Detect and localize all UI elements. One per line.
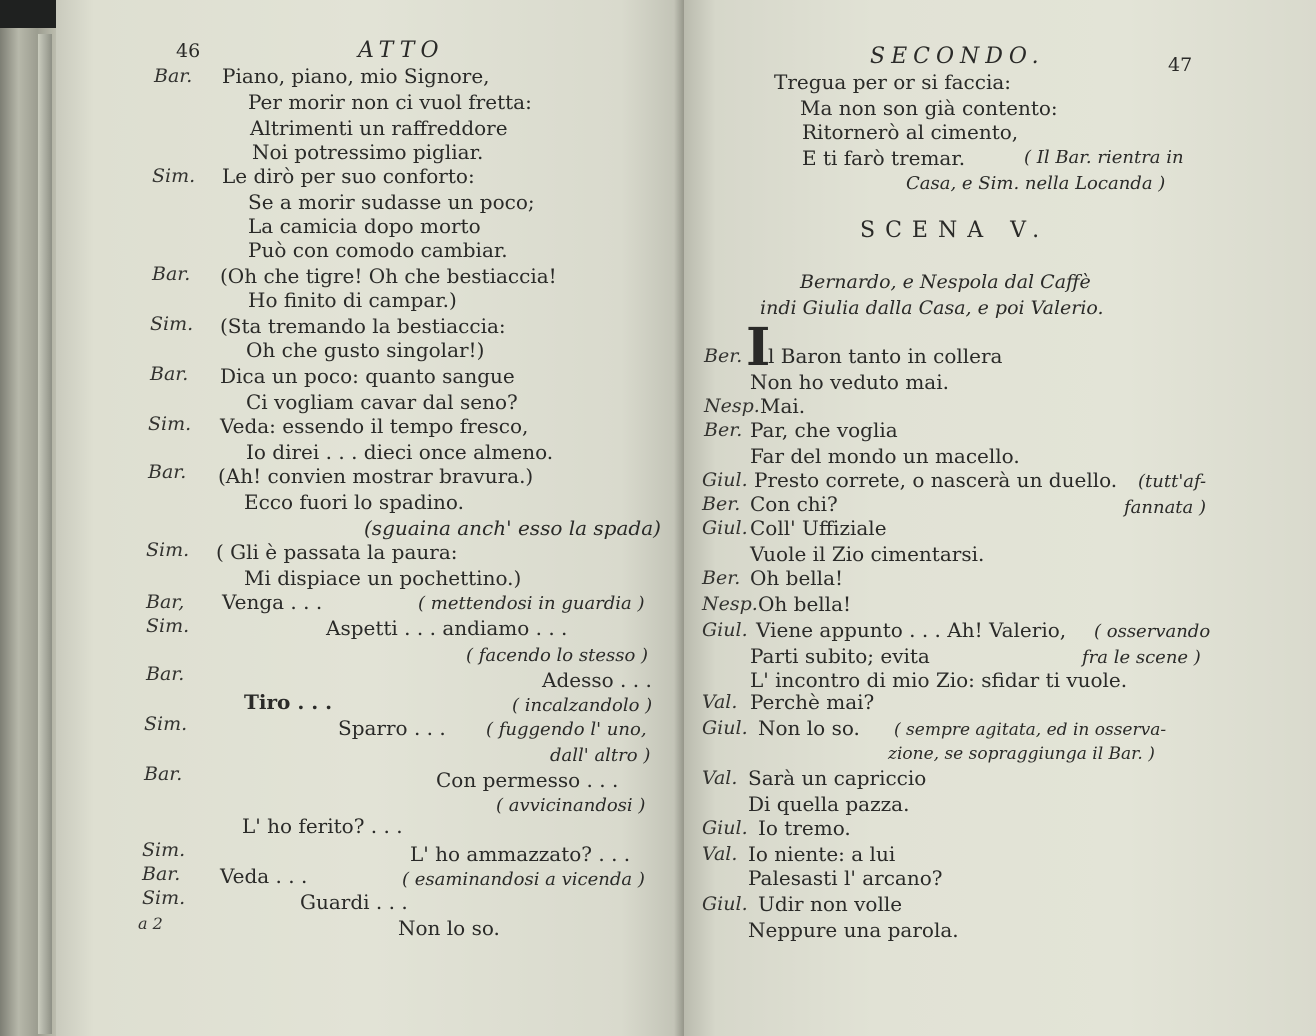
speaker-label: Val. bbox=[702, 767, 738, 789]
verse-line: Con permesso . . . bbox=[436, 768, 619, 792]
verse-line: Mi dispiace un pochettino.) bbox=[244, 566, 522, 590]
stage-direction: fra le scene ) bbox=[1082, 647, 1201, 668]
stage-direction: ( incalzandolo ) bbox=[512, 695, 653, 716]
verse-line: Vuole il Zio cimentarsi. bbox=[750, 542, 985, 566]
page-edges bbox=[0, 28, 62, 1036]
verse-line: Ritornerò al cimento, bbox=[802, 120, 1019, 144]
verse-line: Far del mondo un macello. bbox=[750, 444, 1020, 468]
speaker-label: Bar. bbox=[142, 863, 181, 885]
verse-line: Sparro . . . bbox=[338, 716, 446, 740]
speaker-label: Sim. bbox=[142, 887, 186, 909]
speaker-label: Sim. bbox=[144, 713, 188, 735]
scene-heading: SCENA V. bbox=[860, 218, 1050, 243]
verse-line: Palesasti l' arcano? bbox=[748, 866, 943, 890]
speaker-label: Bar. bbox=[146, 663, 185, 685]
left-page bbox=[56, 0, 685, 1036]
verse-line: Parti subito; evita bbox=[750, 644, 930, 668]
verse-line: Adesso . . . bbox=[542, 668, 652, 692]
cast-list: indi Giulia dalla Casa, e poi Valerio. bbox=[760, 297, 1104, 319]
speaker-label: Bar. bbox=[148, 461, 187, 483]
stage-direction: ( sempre agitata, ed in osserva- bbox=[894, 720, 1167, 740]
stage-direction: (tutt'af- bbox=[1138, 471, 1207, 492]
stage-direction: zione, se sopraggiunga il Bar. ) bbox=[888, 744, 1155, 764]
stage-direction: Casa, e Sim. nella Locanda ) bbox=[906, 173, 1166, 194]
verse-line: Veda . . . bbox=[220, 864, 308, 888]
verse-line: Ci vogliam cavar dal seno? bbox=[246, 390, 518, 414]
verse-line: L' ho ammazzato? . . . bbox=[410, 842, 631, 866]
speaker-label: Ber. bbox=[702, 567, 741, 589]
verse-line: Oh bella! bbox=[758, 592, 852, 616]
speaker-label: Val. bbox=[702, 843, 738, 865]
stage-direction: ( Il Bar. rientra in bbox=[1024, 147, 1184, 168]
right-page bbox=[684, 0, 1316, 1036]
speaker-label: Nesp. bbox=[702, 593, 758, 615]
speaker-label: Giul. bbox=[702, 893, 748, 915]
verse-line: L' ho ferito? . . . bbox=[242, 814, 403, 838]
speaker-label: Bar. bbox=[144, 763, 183, 785]
speaker-label: Ber. bbox=[704, 345, 743, 367]
verse-line: Tregua per or si faccia: bbox=[774, 70, 1012, 94]
speaker-label: Bar. bbox=[154, 65, 193, 87]
verse-line: Ho finito di campar.) bbox=[248, 288, 457, 312]
verse-line: Piano, piano, mio Signore, bbox=[222, 64, 490, 88]
page-edges-inner bbox=[38, 34, 52, 1034]
running-header: ATTO bbox=[358, 38, 445, 63]
verse-line: Par, che voglia bbox=[750, 418, 898, 442]
verse-line: Veda: essendo il tempo fresco, bbox=[220, 414, 529, 438]
verse-line: Udir non volle bbox=[758, 892, 903, 916]
running-header: SECONDO. bbox=[870, 44, 1045, 69]
verse-line: Non ho veduto mai. bbox=[750, 370, 949, 394]
verse-line: (Oh che tigre! Oh che bestiaccia! bbox=[220, 264, 557, 288]
speaker-label: Bar, bbox=[146, 591, 185, 613]
verse-line: (Sta tremando la bestiaccia: bbox=[220, 314, 506, 338]
speaker-label: Giul. bbox=[702, 619, 748, 641]
verse-line: Ma non son già contento: bbox=[800, 96, 1058, 120]
verse-line: Per morir non ci vuol fretta: bbox=[248, 90, 532, 114]
verse-line: Aspetti . . . andiamo . . . bbox=[326, 616, 568, 640]
speaker-label: Bar. bbox=[150, 363, 189, 385]
verse-line: Neppure una parola. bbox=[748, 918, 959, 942]
verse-line: Venga . . . bbox=[222, 590, 323, 614]
speaker-label: Giul. bbox=[702, 817, 748, 839]
stage-direction: fannata ) bbox=[1124, 497, 1207, 518]
speaker-label: Giul. bbox=[702, 469, 748, 491]
verse-line: Tiro . . . bbox=[244, 690, 333, 714]
speaker-label: Bar. bbox=[152, 263, 191, 285]
speaker-label: Sim. bbox=[142, 839, 186, 861]
drop-cap: I bbox=[746, 317, 771, 378]
verse-line: Noi potressimo pigliar. bbox=[252, 140, 484, 164]
verse-line: Di quella pazza. bbox=[748, 792, 910, 816]
verse-line: Dica un poco: quanto sangue bbox=[220, 364, 515, 388]
speaker-label: Ber. bbox=[702, 493, 741, 515]
speaker-label: Sim. bbox=[146, 539, 190, 561]
speaker-label: Nesp. bbox=[704, 395, 760, 417]
verse-line: l Baron tanto in collera bbox=[768, 344, 1003, 368]
verse-line: Le dirò per suo conforto: bbox=[222, 164, 475, 188]
stage-direction: ( fuggendo l' uno, bbox=[486, 719, 647, 740]
verse-line: Perchè mai? bbox=[750, 690, 875, 714]
verse-line: Se a morir sudasse un poco; bbox=[248, 190, 535, 214]
verse-line: Io niente: a lui bbox=[748, 842, 896, 866]
verse-line: Io direi . . . dieci once almeno. bbox=[246, 440, 554, 464]
verse-line: Io tremo. bbox=[758, 816, 851, 840]
verse-line: (Ah! convien mostrar bravura.) bbox=[218, 464, 534, 488]
verse-line: Sarà un capriccio bbox=[748, 766, 927, 790]
verse-line: Non lo so. bbox=[758, 716, 860, 740]
speaker-label: Sim. bbox=[146, 615, 190, 637]
speaker-label: Sim. bbox=[150, 313, 194, 335]
verse-line: Viene appunto . . . Ah! Valerio, bbox=[756, 618, 1067, 642]
verse-line: Presto correte, o nascerà un duello. bbox=[754, 468, 1118, 492]
stage-direction: ( mettendosi in guardia ) bbox=[418, 593, 645, 614]
verse-line: Oh bella! bbox=[750, 566, 844, 590]
page-number: 47 bbox=[1168, 54, 1193, 76]
stage-direction: ( osservando bbox=[1094, 621, 1211, 642]
stage-direction: dall' altro ) bbox=[550, 745, 651, 766]
verse-line: Può con comodo cambiar. bbox=[248, 238, 508, 262]
verse-line: Altrimenti un raffreddore bbox=[250, 116, 508, 140]
verse-line: Con chi? bbox=[750, 492, 838, 516]
verse-line: Ecco fuori lo spadino. bbox=[244, 490, 464, 514]
stage-direction: ( facendo lo stesso ) bbox=[466, 645, 649, 666]
page-number: 46 bbox=[176, 40, 201, 62]
verse-line: Coll' Uffiziale bbox=[750, 516, 887, 540]
cast-list: Bernardo, e Nespola dal Caffè bbox=[800, 271, 1091, 293]
verse-line: L' incontro di mio Zio: sfidar ti vuole. bbox=[750, 668, 1128, 692]
verse-line: E ti farò tremar. bbox=[802, 146, 966, 170]
speaker-label: Sim. bbox=[148, 413, 192, 435]
speaker-label: Val. bbox=[702, 691, 738, 713]
stage-direction: ( avvicinandosi ) bbox=[496, 795, 646, 816]
verse-line: Non lo so. bbox=[398, 916, 500, 940]
verse-line: La camicia dopo morto bbox=[248, 214, 481, 238]
speaker-label: Sim. bbox=[152, 165, 196, 187]
speaker-label: Giul. bbox=[702, 717, 748, 739]
speaker-label: Giul. bbox=[702, 517, 748, 539]
signature-mark: a 2 bbox=[138, 914, 163, 933]
verse-line: Mai. bbox=[760, 394, 806, 418]
verse-line: Oh che gusto singolar!) bbox=[246, 338, 485, 362]
speaker-label: Ber. bbox=[704, 419, 743, 441]
stage-direction: ( esaminandosi a vicenda ) bbox=[402, 869, 645, 890]
verse-line: ( Gli è passata la paura: bbox=[216, 540, 458, 564]
stage-direction: (sguaina anch' esso la spada) bbox=[364, 516, 661, 540]
verse-line: Guardi . . . bbox=[300, 890, 408, 914]
